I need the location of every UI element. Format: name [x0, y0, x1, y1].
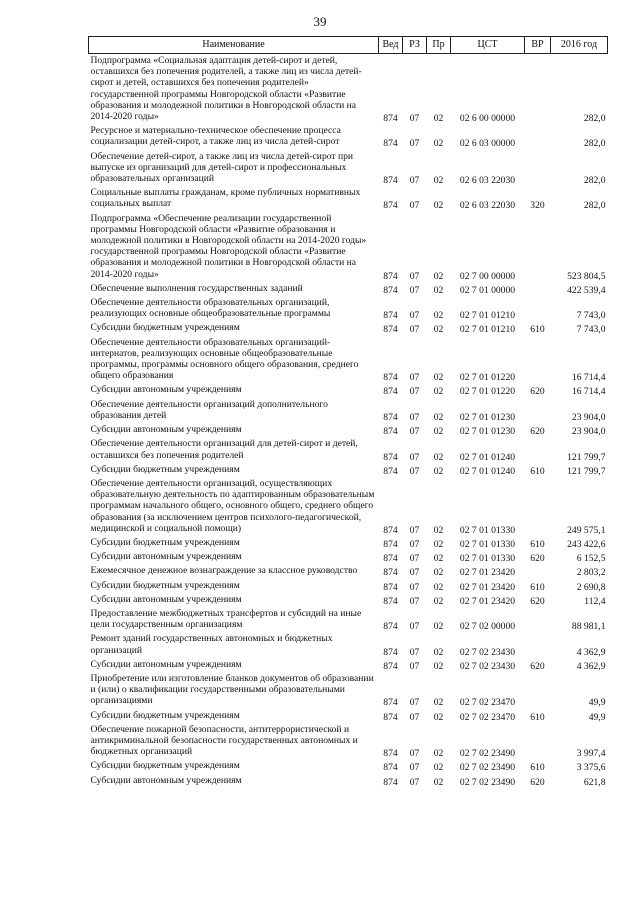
- row-rz: 07: [409, 711, 420, 723]
- header-name: Наименование: [89, 37, 379, 54]
- row-cst: 02 7 01 23420: [459, 567, 516, 579]
- row-vr: [525, 477, 551, 536]
- row-amount: 7 743,0: [576, 310, 606, 322]
- row-name: Социальные выплаты гражданам, кроме публичных нормативных социальных выплат: [90, 187, 361, 210]
- row-name: Предоставление межбюджетных трансфертов и субсидий на иные цели государственным организациям: [90, 607, 362, 631]
- row-vr: [525, 150, 551, 187]
- row-name: Обеспечение деятельности образовательных организаций-интернатов, реализующих основные общеобразовательные программы, программы основного общего образования, среднего общего образования: [90, 336, 359, 382]
- table-row: [89, 336, 608, 384]
- row-cst: 02 7 01 01230: [459, 411, 516, 423]
- row-ved: 874: [383, 660, 398, 672]
- row-ved: 874: [383, 581, 398, 593]
- table-row: [89, 709, 608, 723]
- row-ved: 874: [383, 175, 398, 187]
- row-amount: 121 799,7: [567, 465, 606, 477]
- table-row: [89, 423, 608, 437]
- row-vr: [525, 124, 551, 149]
- row-ved: 874: [383, 310, 398, 322]
- row-rz: 07: [409, 411, 420, 423]
- row-amount: 88 981,1: [571, 621, 606, 633]
- row-rz: 07: [409, 553, 420, 565]
- row-rz: 07: [409, 697, 420, 709]
- row-amount: 621,8: [583, 776, 606, 788]
- row-name: Субсидии автономным учреждениям: [90, 384, 242, 396]
- row-amount: 2 803,2: [576, 567, 606, 579]
- row-rz: 07: [409, 748, 420, 760]
- row-rz: 07: [409, 660, 420, 672]
- row-vr: [525, 336, 551, 384]
- page-number: 39: [313, 14, 327, 29]
- row-ved: 874: [383, 324, 398, 336]
- table-row: [89, 398, 608, 423]
- row-rz: 07: [409, 386, 420, 398]
- row-name: Субсидии бюджетным учреждениям: [90, 536, 240, 548]
- row-amount: 243 422,6: [567, 538, 606, 550]
- row-pr: 02: [433, 372, 444, 384]
- row-ved: 874: [383, 697, 398, 709]
- row-pr: 02: [433, 200, 444, 212]
- row-cst: 02 7 02 23490: [459, 748, 516, 760]
- row-pr: 02: [433, 113, 444, 125]
- row-cst: 02 7 02 23490: [459, 776, 516, 788]
- row-ved: 874: [383, 762, 398, 774]
- row-name: Субсидии автономным учреждениям: [90, 774, 242, 786]
- row-amount: 249 575,1: [567, 524, 606, 536]
- row-cst: 02 6 00 00000: [459, 113, 516, 125]
- row-cst: 02 7 01 01330: [459, 524, 516, 536]
- row-vr: 610: [530, 581, 545, 593]
- row-name: Обеспечение деятельности организаций для детей-сирот и детей, оставшихся без попечения родителей: [90, 438, 358, 461]
- row-amount: 3 375,6: [576, 762, 606, 774]
- row-ved: 874: [383, 748, 398, 760]
- row-rz: 07: [409, 324, 420, 336]
- table-row: [89, 672, 608, 709]
- row-rz: 07: [409, 581, 420, 593]
- table-row: [89, 550, 608, 564]
- row-name: Ресурсное и материально-техническое обеспечение процесса социализации детей-сирот, а также лиц из числа детей-сирот: [90, 125, 341, 148]
- row-name: Субсидии автономным учреждениям: [90, 424, 242, 436]
- table-row: [89, 124, 608, 149]
- header-pr: Пр: [427, 37, 451, 54]
- row-amount: 2 690,8: [576, 581, 606, 593]
- row-ved: 874: [383, 595, 398, 607]
- table-row: [89, 212, 608, 282]
- row-cst: 02 7 01 01330: [459, 553, 516, 565]
- row-vr: [525, 296, 551, 321]
- row-vr: 620: [530, 595, 545, 607]
- row-cst: 02 7 01 01240: [459, 465, 516, 477]
- row-vr: 610: [530, 711, 545, 723]
- row-ved: 874: [383, 567, 398, 579]
- row-pr: 02: [433, 711, 444, 723]
- table-row: [89, 632, 608, 657]
- row-vr: [525, 437, 551, 462]
- budget-table: [88, 36, 608, 788]
- row-rz: 07: [409, 524, 420, 536]
- row-amount: 3 997,4: [576, 748, 606, 760]
- row-name: Субсидии автономным учреждениям: [90, 658, 242, 670]
- row-ved: 874: [383, 372, 398, 384]
- table-row: [89, 607, 608, 632]
- row-vr: [525, 212, 551, 282]
- row-cst: 02 7 02 23430: [459, 646, 516, 658]
- row-pr: 02: [433, 465, 444, 477]
- row-amount: 23 904,0: [571, 411, 606, 423]
- row-cst: 02 7 01 01240: [459, 451, 516, 463]
- row-pr: 02: [433, 646, 444, 658]
- row-ved: 874: [383, 270, 398, 282]
- table-row: [89, 282, 608, 296]
- row-pr: 02: [433, 762, 444, 774]
- row-ved: 874: [383, 284, 398, 296]
- row-cst: 02 6 03 22030: [459, 175, 516, 187]
- row-vr: 610: [530, 324, 545, 336]
- row-pr: 02: [433, 324, 444, 336]
- row-amount: 121 799,7: [567, 451, 606, 463]
- row-pr: 02: [433, 175, 444, 187]
- row-pr: 02: [433, 411, 444, 423]
- row-rz: 07: [409, 595, 420, 607]
- row-rz: 07: [409, 567, 420, 579]
- row-name: Ремонт зданий государственных автономных и бюджетных организаций: [90, 633, 333, 656]
- row-amount: 282,0: [583, 138, 606, 150]
- row-rz: 07: [409, 270, 420, 282]
- row-cst: 02 7 00 00000: [459, 270, 516, 282]
- row-cst: 02 7 02 23490: [459, 762, 516, 774]
- row-pr: 02: [433, 748, 444, 760]
- row-pr: 02: [433, 567, 444, 579]
- row-cst: 02 7 01 23420: [459, 595, 516, 607]
- table-row: [89, 477, 608, 536]
- row-amount: 16 714,4: [571, 386, 606, 398]
- row-name: Субсидии бюджетным учреждениям: [90, 322, 240, 334]
- row-pr: 02: [433, 524, 444, 536]
- row-pr: 02: [433, 451, 444, 463]
- row-rz: 07: [409, 776, 420, 788]
- row-amount: 16 714,4: [571, 372, 606, 384]
- row-vr: 610: [530, 465, 545, 477]
- table-row: [89, 593, 608, 607]
- row-name: Подпрограмма «Социальная адаптация детей-сирот и детей, оставшихся без попечения родителей, а также лиц из числа детей-сирот и детей, оставшихся без попечения родителей» государственной программы Новгородской области «Развитие образования и молодежной политики в Новгородской области на 2014-2020 годы»: [90, 55, 362, 123]
- row-cst: 02 6 03 22030: [459, 200, 516, 212]
- row-pr: 02: [433, 310, 444, 322]
- row-ved: 874: [383, 426, 398, 438]
- row-name: Подпрограмма «Обеспечение реализации государственной программы Новгородской области «Развитие образования и молодежной политики в Новгородской области на 2014-2020 годы» государственной программы Новгородской области «Развитие образования и молодежной политики в Новгородской области на 2014-2020 годы»: [90, 212, 367, 280]
- row-cst: 02 7 01 01220: [459, 386, 516, 398]
- row-ved: 874: [383, 465, 398, 477]
- row-vr: 620: [530, 426, 545, 438]
- row-name: Субсидии автономным учреждениям: [90, 551, 242, 563]
- row-ved: 874: [383, 138, 398, 150]
- row-name: Субсидии автономным учреждениям: [90, 593, 242, 605]
- row-pr: 02: [433, 426, 444, 438]
- table-row: [89, 296, 608, 321]
- row-ved: 874: [383, 113, 398, 125]
- row-vr: [525, 282, 551, 296]
- row-vr: 320: [530, 200, 545, 212]
- row-name: Обеспечение выполнения государственных заданий: [90, 282, 303, 294]
- row-rz: 07: [409, 646, 420, 658]
- row-rz: 07: [409, 426, 420, 438]
- row-name: Субсидии бюджетным учреждениям: [90, 760, 240, 772]
- table-row: [89, 774, 608, 788]
- row-pr: 02: [433, 538, 444, 550]
- row-pr: 02: [433, 660, 444, 672]
- row-cst: 02 7 01 01330: [459, 538, 516, 550]
- table-row: [89, 579, 608, 593]
- row-pr: 02: [433, 284, 444, 296]
- row-vr: [525, 54, 551, 125]
- row-rz: 07: [409, 762, 420, 774]
- table-row: [89, 383, 608, 397]
- header-vr: ВР: [525, 37, 551, 54]
- table-row: [89, 186, 608, 211]
- row-name: Приобретение или изготовление бланков документов об образовании и (или) о квалификации государственными образовательными организациями: [90, 672, 374, 707]
- row-pr: 02: [433, 621, 444, 633]
- table-row: [89, 536, 608, 550]
- row-ved: 874: [383, 553, 398, 565]
- row-rz: 07: [409, 138, 420, 150]
- row-vr: 610: [530, 538, 545, 550]
- table-row: [89, 658, 608, 672]
- row-amount: 49,9: [588, 711, 606, 723]
- row-pr: 02: [433, 776, 444, 788]
- row-cst: 02 7 02 23470: [459, 711, 516, 723]
- row-vr: 620: [530, 386, 545, 398]
- row-vr: 620: [530, 776, 545, 788]
- row-name: Субсидии бюджетным учреждениям: [90, 579, 240, 591]
- row-rz: 07: [409, 451, 420, 463]
- row-cst: 02 7 01 01230: [459, 426, 516, 438]
- table-row: [89, 54, 608, 125]
- row-cst: 02 7 01 01220: [459, 372, 516, 384]
- row-pr: 02: [433, 553, 444, 565]
- row-amount: 282,0: [583, 113, 606, 125]
- header-cst: ЦСТ: [451, 37, 525, 54]
- row-pr: 02: [433, 270, 444, 282]
- row-rz: 07: [409, 621, 420, 633]
- row-cst: 02 7 01 00000: [459, 284, 516, 296]
- row-name: Субсидии бюджетным учреждениям: [90, 463, 240, 475]
- row-rz: 07: [409, 465, 420, 477]
- row-cst: 02 7 02 23430: [459, 660, 516, 672]
- row-vr: [525, 398, 551, 423]
- row-rz: 07: [409, 200, 420, 212]
- table-row: [89, 463, 608, 477]
- row-vr: 620: [530, 553, 545, 565]
- row-rz: 07: [409, 538, 420, 550]
- row-cst: 02 7 01 01210: [459, 324, 516, 336]
- row-amount: 6 152,5: [576, 553, 606, 565]
- row-pr: 02: [433, 595, 444, 607]
- row-vr: [525, 607, 551, 632]
- row-cst: 02 7 02 00000: [459, 621, 516, 633]
- row-amount: 282,0: [583, 175, 606, 187]
- row-ved: 874: [383, 524, 398, 536]
- table-body: [89, 54, 608, 788]
- row-rz: 07: [409, 372, 420, 384]
- row-rz: 07: [409, 310, 420, 322]
- row-amount: 4 362,9: [576, 646, 606, 658]
- row-vr: [525, 672, 551, 709]
- row-cst: 02 7 01 23420: [459, 581, 516, 593]
- header-rz: РЗ: [403, 37, 427, 54]
- row-ved: 874: [383, 646, 398, 658]
- row-amount: 23 904,0: [571, 426, 606, 438]
- row-name: Обеспечение деятельности образовательных организаций, реализующих основные общеобразовательные программы: [90, 297, 331, 320]
- row-ved: 874: [383, 621, 398, 633]
- row-vr: 610: [530, 762, 545, 774]
- table-row: [89, 321, 608, 335]
- row-name: Обеспечение детей-сирот, а также лиц из числа детей-сирот при выпуске из организаций для детей-сирот и профессиональных образовательных организаций: [90, 150, 354, 185]
- table-row: [89, 564, 608, 578]
- row-rz: 07: [409, 284, 420, 296]
- header-year: 2016 год: [551, 37, 608, 54]
- row-cst: 02 6 03 00000: [459, 138, 516, 150]
- row-ved: 874: [383, 411, 398, 423]
- row-amount: 112,4: [584, 595, 606, 607]
- row-amount: 422 539,4: [567, 284, 606, 296]
- row-cst: 02 7 01 01210: [459, 310, 516, 322]
- header-ved: Вед: [379, 37, 403, 54]
- row-pr: 02: [433, 697, 444, 709]
- row-amount: 523 804,5: [567, 270, 606, 282]
- table-row: [89, 437, 608, 462]
- row-rz: 07: [409, 113, 420, 125]
- row-ved: 874: [383, 711, 398, 723]
- row-amount: 4 362,9: [576, 660, 606, 672]
- row-ved: 874: [383, 776, 398, 788]
- row-vr: [525, 564, 551, 578]
- table-row: [89, 759, 608, 773]
- row-name: Обеспечение деятельности организаций дополнительного образования детей: [90, 398, 328, 421]
- table-row: [89, 150, 608, 187]
- row-cst: 02 7 02 23470: [459, 697, 516, 709]
- row-pr: 02: [433, 138, 444, 150]
- row-vr: [525, 632, 551, 657]
- row-ved: 874: [383, 386, 398, 398]
- table-row: [89, 723, 608, 760]
- row-rz: 07: [409, 175, 420, 187]
- table-header: [89, 37, 608, 54]
- row-amount: 49,9: [588, 697, 606, 709]
- row-ved: 874: [383, 451, 398, 463]
- row-ved: 874: [383, 200, 398, 212]
- row-ved: 874: [383, 538, 398, 550]
- row-amount: 282,0: [583, 200, 606, 212]
- row-pr: 02: [433, 581, 444, 593]
- row-amount: 7 743,0: [576, 324, 606, 336]
- row-vr: 620: [530, 660, 545, 672]
- row-pr: 02: [433, 386, 444, 398]
- row-vr: [525, 723, 551, 760]
- row-name: Субсидии бюджетным учреждениям: [90, 709, 240, 721]
- row-name: Ежемесячное денежное вознаграждение за классное руководство: [90, 565, 358, 577]
- row-name: Обеспечение деятельности организаций, осуществляющих образовательную деятельность по адаптированным образовательным программам начального общего, основного общего, среднего общего образования (за исключением центров психолого-педагогической, медицинской и социальной помощи): [90, 477, 375, 534]
- row-name: Обеспечение пожарной безопасности, антитеррористической и антикриминальной безопасности государственных автономных и бюджетных организаций: [90, 723, 358, 758]
